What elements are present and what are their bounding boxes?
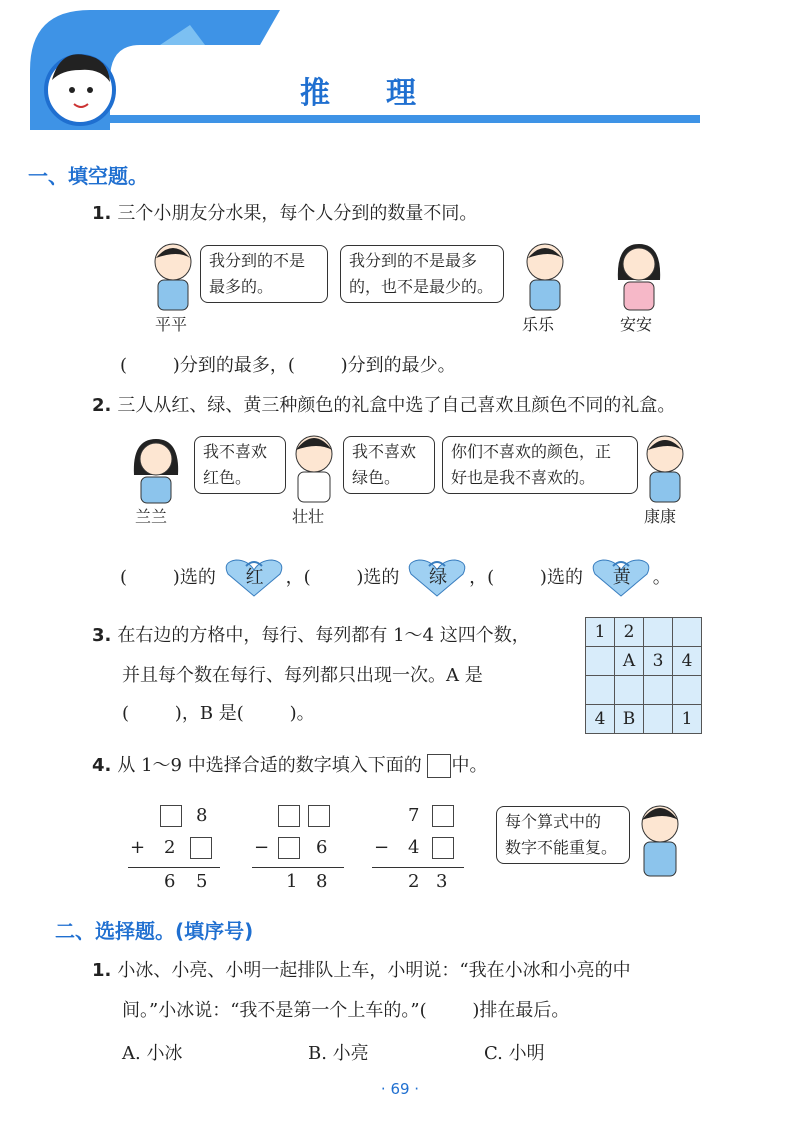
speech-bubble-zhuangzhuang: 我不喜欢 绿色。: [343, 436, 435, 494]
page-title: 推理: [300, 76, 472, 111]
boy-kangkang-icon: [640, 432, 690, 504]
boy-zhuangzhuang-icon: [288, 430, 340, 504]
girl-lanlan-icon: [128, 435, 184, 505]
q3-line-2: 并且每个数在每行、每列都只出现一次。A 是: [122, 665, 483, 686]
section-multiple-choice: 二、选择题。(填序号): [55, 919, 254, 943]
q1-answer-line: ( )分到的最多，( )分到的最少。: [120, 355, 456, 376]
option-b[interactable]: B. 小亮: [308, 1043, 369, 1064]
name-zhuangzhuang: 壮壮: [292, 507, 325, 526]
gift-yellow: 黄: [589, 558, 653, 598]
calc2-box-top-2[interactable]: [308, 805, 330, 827]
question-1: 1. 三个小朋友分水果，每个人分到的数量不同。: [92, 203, 478, 224]
option-a[interactable]: A. 小冰: [122, 1043, 183, 1064]
boy-mascot-icon: [46, 54, 114, 124]
calc1-box-top[interactable]: [160, 805, 182, 827]
choice-question-1: 1. 小冰、小亮、小明一起排队上车，小明说：“我在小冰和小亮的中: [92, 960, 631, 981]
name-lanlan: 兰兰: [135, 507, 168, 526]
gift-green: 绿: [405, 558, 469, 598]
q3-line-3: ( )，B 是( )。: [122, 703, 315, 724]
gift-red: 红: [222, 558, 286, 598]
option-c[interactable]: C. 小明: [484, 1043, 545, 1064]
calc2-box-top-1[interactable]: [278, 805, 300, 827]
speech-bubble-lanlan: 我不喜欢 红色。: [194, 436, 286, 494]
calc1-rule: [128, 867, 220, 868]
choice-question-1-line-2: 间。”小冰说：“我不是第一个上车的。”( )排在最后。: [122, 1000, 570, 1021]
blank-box-sample: [427, 754, 451, 778]
question-2: 2. 三人从红、绿、黄三种颜色的礼盒中选了自己喜欢且颜色不同的礼盒。: [92, 395, 676, 416]
name-kangkang: 康康: [644, 507, 677, 526]
calc2-rule: [252, 867, 344, 868]
calc3-rule: [372, 867, 464, 868]
page-number: · 69 ·: [380, 1080, 420, 1098]
girl-anan-icon: [612, 240, 666, 312]
name-pingping: 平平: [155, 315, 188, 334]
speech-bubble-rule: 每个算式中的 数字不能重复。: [496, 806, 630, 864]
name-anan: 安安: [620, 315, 653, 334]
q2-answer-line: ( )选的 红 ，( )选的 绿 ，( )选的 黄 。: [120, 558, 671, 598]
calc1-box-mid[interactable]: [190, 837, 212, 859]
speech-bubble-lele: 我分到的不是最多 的，也不是最少的。: [340, 245, 504, 303]
calc3-box-mid[interactable]: [432, 837, 454, 859]
speech-bubble-kangkang: 你们不喜欢的颜色，正 好也是我不喜欢的。: [442, 436, 638, 494]
boy-pingping-icon: [148, 240, 198, 312]
calc2-box-mid[interactable]: [278, 837, 300, 859]
speech-bubble-pingping: 我分到的不是 最多的。: [200, 245, 328, 303]
section-fill-in: 一、填空题。: [28, 164, 148, 188]
question-4: 4. 从 1～9 中选择合适的数字填入下面的 中。: [92, 755, 488, 776]
boy-thinking-icon: [632, 800, 688, 880]
name-lele: 乐乐: [522, 315, 555, 334]
question-3: 3. 在右边的方格中，每行、每列都有 1～4 这四个数，: [92, 625, 530, 646]
calc3-box-top[interactable]: [432, 805, 454, 827]
boy-lele-icon: [520, 240, 570, 312]
number-grid: 1 2 A 3 4 4 B 1: [585, 617, 702, 734]
